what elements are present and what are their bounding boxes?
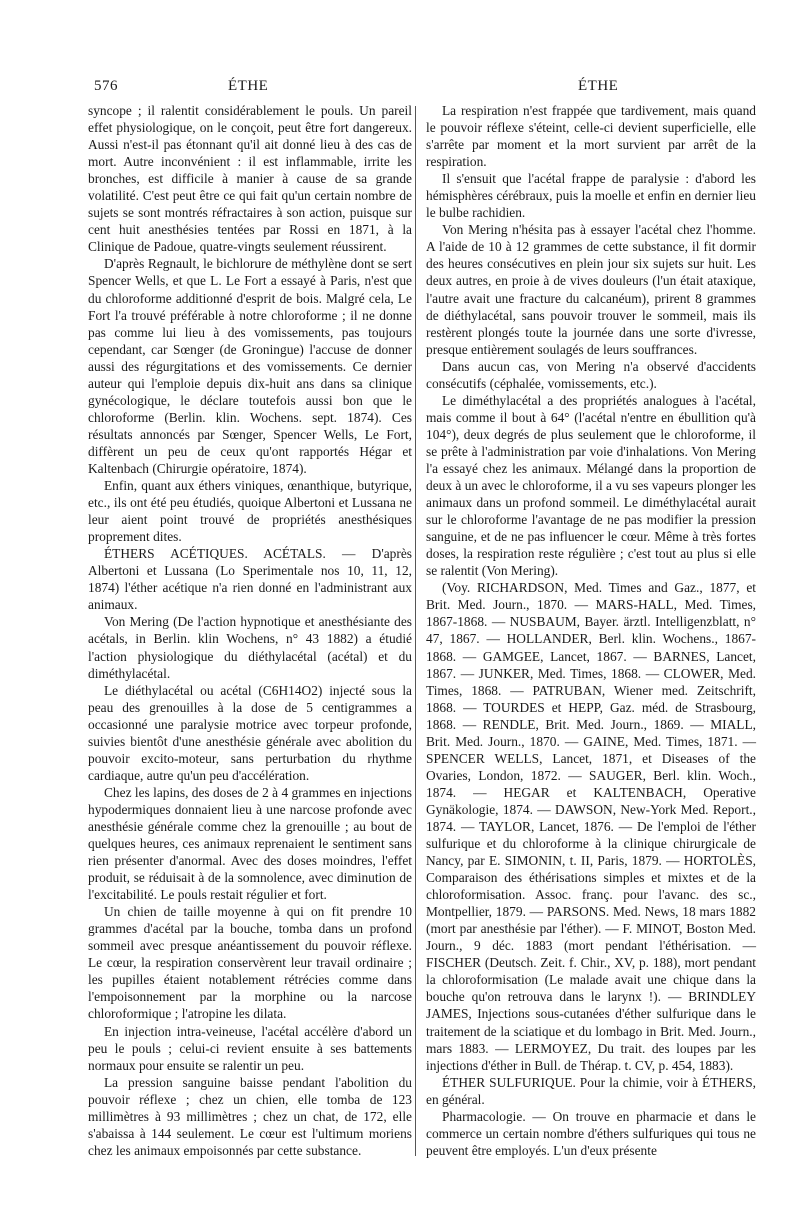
paragraph: Dans aucun cas, von Mering n'a observé d'accidents consécutifs (céphalée, vomissements, etc.). (426, 358, 756, 391)
paragraph: Un chien de taille moyenne à qui on fit prendre 10 grammes d'acétal par la bouche, tomba dans un profond sommeil avec presque anéantissement du pouvoir réflexe. Le cœur, la respiration conservèrent leur travail ordinaire ; les pupilles étaient notablement rétrécies comme dans l'empoisonnement par la morphine ou la narcose chloroformique ; l'atropine les dilata. (88, 904, 412, 1022)
paragraph: ÉTHERS ACÉTIQUES. ACÉTALS. — D'après Albertoni et Lussana (Lo Sperimentale nos 10, 11, 12, 1874) l'éther acétique n'a rien donné en l'administrant aux animaux. (88, 546, 412, 613)
paragraph: Enfin, quant aux éthers viniques, œnanthique, butyrique, etc., ils ont été peu étudiés, quoique Albertoni et Lussana ne leur aient point trouvé de propriétés anesthésiques proprement dites. (88, 478, 412, 545)
paragraph: syncope ; il ralentit considérablement le pouls. Un pareil effet physiologique, on le conçoit, peut être fort dangereux. Aussi n'est-il pas étonnant qu'il ait donné lieu à des cas de mort. Autre inconvénient : il est inflammable, irrite les bronches, est difficile à manier à cause de sa grande volatilité. C'est peut être ce qui fait qu'un certain nombre de sujets se sont montrés réfractaires à son action, puisque sur cent huit anesthésies tentées par Rossi en 1871, à la Clinique de Padoue, quatre-vingts seulement réussirent. (88, 103, 412, 255)
left-column (88, 102, 412, 1159)
right-column (426, 102, 756, 1159)
paragraph: Le diéthylacétal ou acétal (C6H14O2) injecté sous la peau des grenouilles à la dose de 5 centigrammes a occasionné une paralysie motrice avec torpeur profonde, suivies bientôt d'une anesthésie générale avec abolition du pouvoir excito-moteur, sans perturbation du rhythme cardiaque, autre qu'un peu d'accélération. (88, 682, 412, 783)
paragraph: La pression sanguine baisse pendant l'abolition du pouvoir réflexe ; chez un chien, elle tomba de 123 millimètres à 93 millimètres ; chez un chat, de 172, elle s'abaissa à 144 seulement. Le cœur est l'ultimum moriens chez les animaux empoisonnés par cette substance. (88, 1074, 412, 1158)
paragraph: La respiration n'est frappée que tardivement, mais quand le pouvoir réflexe s'éteint, celle-ci devient superficielle, elle s'arrête par moment et la mort survient par arrêt de la respiration. (426, 103, 756, 170)
paragraph: Il s'ensuit que l'acétal frappe de paralysie : d'abord les hémisphères cérébraux, puis la moelle et enfin en dernier lieu le bulbe rachidien. (426, 171, 756, 221)
paragraph: Le diméthylacétal a des propriétés analogues à l'acétal, mais comme il bout à 64° (l'acétal n'entre en ébullition qu'à 104°), deux degrés de plus seulement que le chloroforme, il se prête à l'administration par voie d'inhalations. Von Mering l'a essayé chez les animaux. Mélangé dans la proportion de deux à un avec le chloroforme, il a vu ses vapeurs plonger les animaux dans un profond sommeil. Le diméthylacétal aurait sur le chloroforme l'avantage de ne pas modifier la pression sanguine, et de ne pas influencer le cœur. Même à très fortes doses, la respiration reste régulière ; c'est tout au plus si elle se ralentit (Von Mering). (426, 392, 756, 579)
page-number: 576 (94, 78, 118, 94)
paragraph: Von Mering (De l'action hypnotique et anesthésiante des acétals, in Berlin. klin Wochens, n° 43 1882) a étudié l'action physiologique du diéthylacétal (acétal) et du diméthylacétal. (88, 614, 412, 681)
paragraph: Von Mering n'hésita pas à essayer l'acétal chez l'homme. A l'aide de 10 à 12 grammes de cette substance, il fit dormir des heures consécutives en plein jour six sujets sur huit. Les deux autres, en proie à de vives douleurs (l'un était ataxique, l'autre avait une fracture du calcanéum), prirent 8 grammes de diéthylacétal, sans pouvoir trouver le sommeil, mais ils restèrent plongés toute la journée dans une sorte d'ivresse, presque entièrement soulagés de leurs souffrances. (426, 222, 756, 357)
section-heading-paragraph: ÉTHER SULFURIQUE. Pour la chimie, voir à ÉTHERS, en général. (426, 1074, 756, 1107)
paragraph: En injection intra-veineuse, l'acétal accélère d'abord un peu le pouls ; celui-ci revient ensuite à ses battements normaux pour ensuite se ralentir un peu. (88, 1023, 412, 1073)
running-title-right: ÉTHE (578, 78, 619, 94)
column-divider (415, 106, 416, 1156)
running-title-left: ÉTHE (228, 78, 269, 94)
paragraph: Chez les lapins, des doses de 2 à 4 grammes en injections hypodermiques donnaient lieu à une narcose profonde avec anesthésie générale comme chez la grenouille ; au bout de quelques heures, ces animaux reprenaient le sentiment sans rien présenter d'anormal. Avec des doses moindres, l'effet produit, se réduisait à de la somnolence, avec diminution de l'excitabilité. Le pouls restait régulier et fort. (88, 784, 412, 903)
paragraph: Pharmacologie. — On trouve en pharmacie et dans le commerce un certain nombre d'éthers sulfuriques qui tous ne peuvent être employés. L'un d'eux présente (426, 1108, 756, 1158)
bibliography: (Voy. RICHARDSON, Med. Times and Gaz., 1877, et Brit. Med. Journ., 1870. — MARS-HALL, Med. Times, 1867-1868. — NUSBAUM, Bayer. ärztl. Intelligenzblatt, n° 47, 1867. — HOLLANDER, Berl. klin. Wochens., 1867-1868. — GAMGEE, Lancet, 1867. — BARNES, Lancet, 1867. — JUNKER, Med. Times, 1868. — CLOWER, Med. Times, 1868. — PATRUBAN, Wiener med. Zeitschrift, 1868. — TOURDES et HEPP, Gaz. méd. de Strasbourg, 1868. — RENDLE, Brit. Med. Journ., 1869. — MIALL, Brit. Med. Journ., 1870. — GAINE, Med. Times, 1871. — SPENCER WELLS, Lancet, 1871, et Diseases of the Ovaries, London, 1872. — SAUGER, Berl. klin. Woch., 1874. — HEGAR et KALTENBACH, Operative Gynäkologie, 1874. — DAWSON, New-York Med. Report., 1874. — TAYLOR, Lancet, 1876. — De l'emploi de l'éther sulfurique et du chloroforme à la clinique chirurgicale de Nancy, par E. SIMONIN, t. II, Paris, 1879. — HORTOLÈS, Comparaison des éthérisations simples et mixtes et de la chloroformisation. Assoc. franç. pour l'avanc. des sc., Montpellier, 1879. — PARSONS. Med. News, 18 mars 1882 (mort par anesthésie par l'éther). — F. MINOT, Boston Med. Journ., 9 déc. 1883 (mort pendant l'éthérisation. — FISCHER (Deutsch. Zeit. f. Chir., XV, p. 188), mort pendant la chloroformisation (Le malade avait une chique dans la bouche qu'on retrouva dans le larynx !). — BRINDLEY JAMES, Injections sous-cutanées d'éther sulfurique dans le traitement de la sciatique et du lombago in Brit. Med. Journ., mars 1883. — LERMOYEZ, Du trait. des loupes par les injections d'éther in Bull. de Thérap. t. CV, p. 454, 1883). (426, 580, 756, 1073)
paragraph: D'après Regnault, le bichlorure de méthylène dont se sert Spencer Wells, et que L. Le Fort a essayé à Paris, n'est que du chloroforme additionné d'esprit de bois. Malgré cela, Le Fort l'a trouvé préférable à notre chloroforme ; il ne donne pas comme lui lieu à des vomissements, pas toujours cependant, car Sœnger (de Groningue) l'accuse de donner aussi des régurgitations et des vomissements. Ce dernier auteur qui l'emploie depuis dix-huit ans dans sa clinique gynécologique, le déclare toutefois aussi bon que le chloroforme (Berlin. klin. Wochens. sept. 1874). Ces résultats annoncés par Sœnger, Spencer Wells, Le Fort, diffèrent un peu de ceux qu'ont rapportés Hégar et Kaltenbach (Chirurgie opératoire, 1874). (88, 256, 412, 476)
